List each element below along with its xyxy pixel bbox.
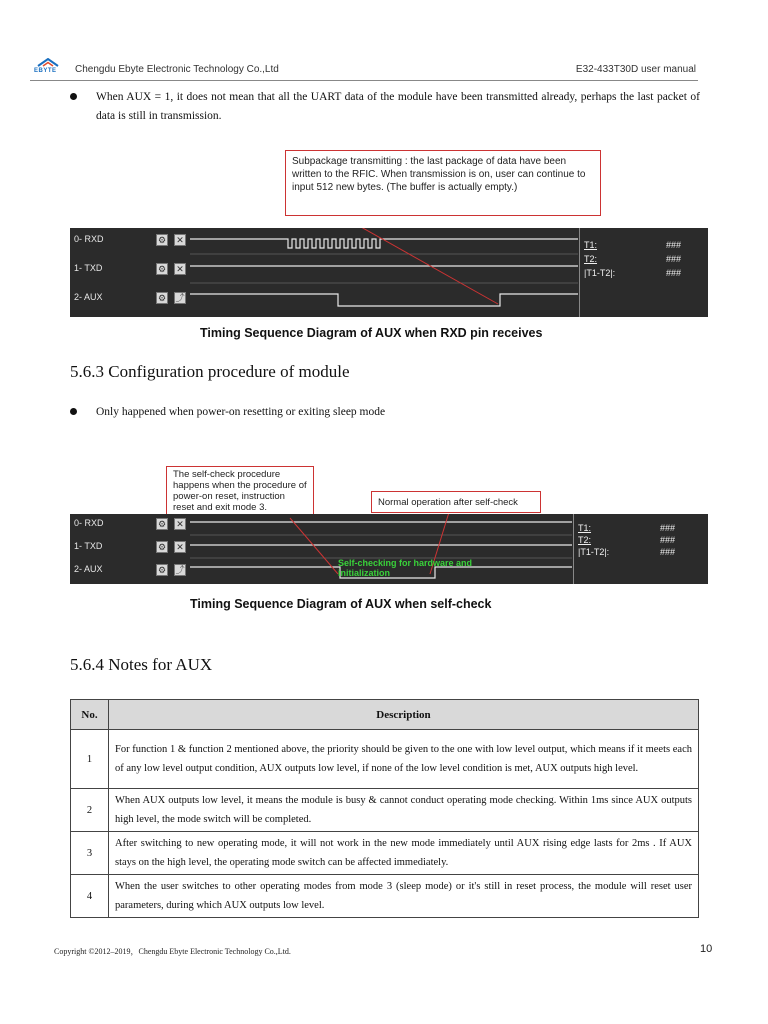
notes-table (70, 699, 699, 918)
callout-subpackage: Subpackage transmitting : the last package of data have been written to the RFIC. When transmission is on, user can continue to input 512 new bytes. (The buffer is actually empty.) (285, 150, 601, 216)
logo-text: EBYTE (34, 68, 57, 74)
measure-t1: T1: ### (584, 240, 682, 250)
header-company: Chengdu Ebyte Electronic Technology Co.,Ltd (75, 64, 279, 75)
signal-label: 2- AUX (74, 292, 103, 302)
table-header-row (71, 700, 699, 730)
measure-t2: T2: ### (584, 254, 682, 264)
footer-copyright: Copyright ©2012–2019，Chengdu Ebyte Electronic Technology Co.,Ltd. (54, 947, 291, 956)
row-description: When AUX outputs low level, it means the module is busy & cannot conduct operating mode checking. Within 1ms since AUX outputs high level, the mode switch will be completed. (109, 789, 699, 832)
row-description: When the user switches to other operating modes from mode 3 (sleep mode) or it's still in reset process, the module will reset user parameters, during which AUX outputs low level. (109, 875, 699, 918)
gear-icon[interactable]: ⚙ (157, 235, 167, 245)
row-number: 1 (71, 730, 109, 789)
callout-self-check: The self-check procedure happens when the procedure of power-on reset, instruction reset and exit mode 3. (166, 466, 314, 518)
close-icon[interactable]: ✕ (174, 541, 186, 553)
page-number: 10 (700, 943, 713, 955)
signal-label: 0- RXD (74, 234, 104, 244)
row-description: For function 1 & function 2 mentioned above, the priority should be given to the one with low level output, which means if it meets each of any low level output condition, AUX outputs low level, if none of the low level condition is met, AUX outputs high level. (109, 730, 699, 789)
signal-label: 2- AUX (74, 564, 103, 574)
close-icon[interactable]: ✕ (174, 518, 186, 530)
paragraph-config-note: Only happened when power-on resetting or exiting sleep mode (96, 406, 386, 418)
page-header (30, 58, 698, 81)
edge-trigger-icon[interactable]: ⤴ (175, 565, 185, 575)
callout-normal-operation: Normal operation after self-check (371, 491, 541, 513)
measure-t1: T1: ### (578, 523, 676, 533)
self-check-label: Self-checking for hardware and initialization (338, 558, 473, 578)
bullet-dot (70, 403, 80, 423)
row-number: 4 (71, 875, 109, 918)
edge-trigger-icon[interactable]: ⤴ (175, 293, 185, 303)
column-header: No. (71, 700, 109, 730)
divider (579, 228, 580, 317)
signal-label: 1- TXD (74, 263, 103, 273)
gear-icon[interactable]: ⚙ (157, 542, 167, 552)
row-number: 2 (71, 789, 109, 832)
waveforms (190, 228, 578, 317)
table-row (71, 832, 699, 875)
signal-label: 1- TXD (74, 541, 103, 551)
gear-icon[interactable]: ⚙ (157, 519, 167, 529)
gear-icon[interactable]: ⚙ (157, 264, 167, 274)
section-heading: 5.6.3 Configuration procedure of module (70, 362, 350, 381)
figure-caption: Timing Sequence Diagram of AUX when self-check (190, 597, 492, 611)
row-description: After switching to new operating mode, it will not work in the new mode immediately until AUX rising edge lasts for 2ms . If AUX stays on the high level, the operating mode switch can be affected immediately. (109, 832, 699, 875)
measure-diff: |T1-T2|: ### (578, 547, 676, 557)
paragraph-aux-note: When AUX = 1, it does not mean that all the UART data of the module have been transmitted already, perhaps the last packet of data is still in transmission. (96, 91, 700, 122)
table-row (71, 875, 699, 918)
timing-diagram-self-check (70, 514, 708, 584)
measure-diff: |T1-T2|: ### (584, 268, 682, 278)
divider (573, 514, 574, 584)
close-icon[interactable]: ✕ (174, 263, 186, 275)
header-manual-title: E32-433T30D user manual (575, 64, 696, 75)
gear-icon[interactable]: ⚙ (157, 565, 167, 575)
measure-t2: T2: ### (578, 535, 676, 545)
row-number: 3 (71, 832, 109, 875)
timing-diagram-rxd (70, 228, 708, 317)
section-heading: 5.6.4 Notes for AUX (70, 655, 213, 674)
table-row (71, 730, 699, 789)
figure-caption: Timing Sequence Diagram of AUX when RXD pin receives (200, 326, 543, 340)
column-header: Description (109, 700, 699, 730)
close-icon[interactable]: ✕ (174, 234, 186, 246)
table-row (71, 789, 699, 832)
signal-label: 0- RXD (74, 518, 104, 528)
bullet-dot (70, 88, 80, 108)
gear-icon[interactable]: ⚙ (157, 293, 167, 303)
